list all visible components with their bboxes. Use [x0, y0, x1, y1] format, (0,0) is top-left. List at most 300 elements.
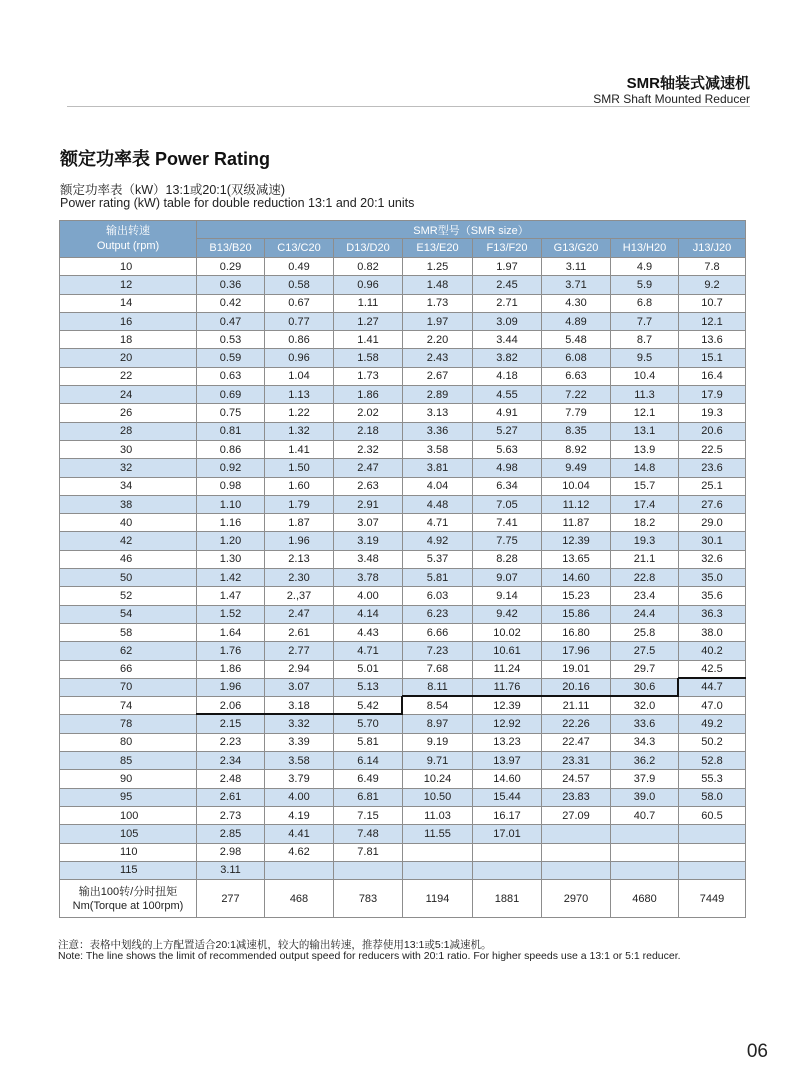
power-rating-cell: 2.23	[197, 733, 265, 751]
size-column-header: G13/G20	[542, 239, 611, 258]
power-rating-cell: 11.55	[403, 825, 473, 843]
power-rating-cell: 3.19	[334, 532, 403, 550]
power-rating-cell: 5.13	[334, 678, 403, 696]
power-rating-cell	[542, 861, 611, 879]
power-rating-cell: 21.11	[542, 697, 611, 715]
power-rating-cell	[265, 861, 334, 879]
power-rating-cell: 35.6	[679, 587, 746, 605]
power-rating-cell: 0.92	[197, 459, 265, 477]
power-rating-cell: 3.58	[403, 440, 473, 458]
table-row	[60, 642, 746, 660]
power-rating-cell: 5.27	[473, 422, 542, 440]
power-rating-cell: 15.23	[542, 587, 611, 605]
torque-value-cell: 1881	[473, 880, 542, 918]
power-rating-cell: 16.80	[542, 623, 611, 641]
power-rating-cell: 2.94	[265, 660, 334, 678]
power-rating-cell: 3.82	[473, 349, 542, 367]
output-rpm-cell: 110	[60, 843, 197, 861]
power-rating-cell: 10.02	[473, 623, 542, 641]
power-rating-cell: 2.71	[473, 294, 542, 312]
table-row	[60, 569, 746, 587]
power-rating-cell: 1.32	[265, 422, 334, 440]
power-rating-cell: 15.1	[679, 349, 746, 367]
output-rpm-header	[60, 221, 197, 258]
power-rating-cell: 1.16	[197, 514, 265, 532]
power-rating-cell: 2.47	[334, 459, 403, 477]
power-rating-cell: 7.23	[403, 642, 473, 660]
power-rating-cell: 9.5	[611, 349, 679, 367]
power-rating-cell: 22.26	[542, 715, 611, 733]
power-rating-cell: 32.0	[611, 697, 679, 715]
power-rating-cell: 6.08	[542, 349, 611, 367]
output-rpm-cell: 95	[60, 788, 197, 806]
power-rating-cell: 7.22	[542, 386, 611, 404]
power-rating-cell	[403, 861, 473, 879]
power-rating-cell: 1.41	[265, 440, 334, 458]
power-rating-cell: 33.6	[611, 715, 679, 733]
power-rating-cell: 5.48	[542, 331, 611, 349]
note-en: Note: The line shows the limit of recommended output speed for reducers with 20:1 ratio. For higher speeds use a 13:1 or 5:1 reducer.	[58, 950, 681, 962]
output-rpm-cell: 46	[60, 550, 197, 568]
table-row	[60, 752, 746, 770]
power-rating-cell: 20.6	[679, 422, 746, 440]
power-rating-cell: 15.86	[542, 605, 611, 623]
power-rating-cell: 4.41	[265, 825, 334, 843]
power-rating-cell: 35.0	[679, 569, 746, 587]
power-rating-cell: 13.65	[542, 550, 611, 568]
power-rating-cell: 9.71	[403, 752, 473, 770]
power-rating-cell: 10.7	[679, 294, 746, 312]
section-subtitle-cn: 额定功率表（kW）13:1或20:1(双级减速)	[60, 183, 286, 197]
power-rating-cell: 14.60	[473, 770, 542, 788]
power-rating-cell: 0.42	[197, 294, 265, 312]
power-rating-cell	[473, 843, 542, 861]
power-rating-cell: 5.37	[403, 550, 473, 568]
power-rating-cell: 27.09	[542, 806, 611, 824]
power-rating-cell: 2.85	[197, 825, 265, 843]
power-rating-cell: 7.81	[334, 843, 403, 861]
power-rating-cell: 0.67	[265, 294, 334, 312]
power-rating-cell: 4.00	[265, 788, 334, 806]
power-rating-cell: 29.7	[611, 660, 679, 678]
power-rating-cell: 3.79	[265, 770, 334, 788]
power-rating-cell: 29.0	[679, 514, 746, 532]
power-rating-cell: 30.6	[611, 678, 679, 696]
power-rating-cell: 13.97	[473, 752, 542, 770]
size-column-header: H13/H20	[611, 239, 679, 258]
power-rating-cell: 17.96	[542, 642, 611, 660]
table-row	[60, 349, 746, 367]
output-rpm-cell: 54	[60, 605, 197, 623]
power-rating-cell: 1.50	[265, 459, 334, 477]
output-rpm-cell: 34	[60, 477, 197, 495]
power-rating-cell: 3.18	[265, 697, 334, 715]
output-rpm-cell: 30	[60, 440, 197, 458]
power-rating-cell: 4.98	[473, 459, 542, 477]
power-rating-cell: 23.83	[542, 788, 611, 806]
power-rating-cell: 1.97	[473, 258, 542, 276]
power-rating-cell: 23.31	[542, 752, 611, 770]
power-rating-cell: 7.75	[473, 532, 542, 550]
power-rating-cell	[403, 843, 473, 861]
power-rating-cell: 4.71	[334, 642, 403, 660]
power-rating-cell: 5.9	[611, 276, 679, 294]
output-rpm-cell: 18	[60, 331, 197, 349]
torque-value-cell: 277	[197, 880, 265, 918]
power-rating-cell: 0.98	[197, 477, 265, 495]
power-rating-cell: 6.14	[334, 752, 403, 770]
power-rating-cell	[542, 843, 611, 861]
power-rating-cell: 2.02	[334, 404, 403, 422]
power-rating-cell: 4.91	[473, 404, 542, 422]
power-rating-cell: 20.16	[542, 678, 611, 696]
torque-value-cell: 4680	[611, 880, 679, 918]
power-rating-cell	[679, 843, 746, 861]
power-rating-cell: 7.48	[334, 825, 403, 843]
output-rpm-cell: 20	[60, 349, 197, 367]
output-rpm-cell: 115	[60, 861, 197, 879]
power-rating-cell: 5.81	[334, 733, 403, 751]
power-rating-cell: 12.1	[679, 312, 746, 330]
torque-value-cell: 783	[334, 880, 403, 918]
power-rating-cell: 25.8	[611, 623, 679, 641]
power-rating-cell: 4.62	[265, 843, 334, 861]
power-rating-cell: 3.09	[473, 312, 542, 330]
power-rating-table	[59, 220, 746, 918]
power-rating-cell: 23.6	[679, 459, 746, 477]
power-rating-cell: 4.18	[473, 367, 542, 385]
power-rating-cell: 3.36	[403, 422, 473, 440]
power-rating-cell: 0.58	[265, 276, 334, 294]
power-rating-cell: 10.61	[473, 642, 542, 660]
power-rating-cell: 5.01	[334, 660, 403, 678]
power-rating-cell: 2.30	[265, 569, 334, 587]
power-rating-cell: 3.39	[265, 733, 334, 751]
power-rating-cell: 4.9	[611, 258, 679, 276]
output-rpm-cell: 32	[60, 459, 197, 477]
header-title-en: SMR Shaft Mounted Reducer	[593, 92, 750, 106]
power-rating-cell: 8.92	[542, 440, 611, 458]
section-subtitle-en: Power rating (kW) table for double reduction 13:1 and 20:1 units	[60, 196, 415, 210]
power-rating-cell: 6.03	[403, 587, 473, 605]
power-rating-cell: 50.2	[679, 733, 746, 751]
power-rating-cell: 1.13	[265, 386, 334, 404]
power-rating-cell: 11.03	[403, 806, 473, 824]
power-rating-cell: 4.89	[542, 312, 611, 330]
table-row	[60, 678, 746, 696]
size-column-header: J13/J20	[679, 239, 746, 258]
size-column-header: C13/C20	[265, 239, 334, 258]
power-rating-cell: 3.48	[334, 550, 403, 568]
power-rating-cell: 4.55	[473, 386, 542, 404]
torque-value-cell: 1194	[403, 880, 473, 918]
power-rating-cell: 2.13	[265, 550, 334, 568]
power-rating-cell: 2.,37	[265, 587, 334, 605]
power-rating-cell: 7.7	[611, 312, 679, 330]
power-rating-cell: 11.3	[611, 386, 679, 404]
power-rating-cell: 4.92	[403, 532, 473, 550]
power-rating-cell: 40.7	[611, 806, 679, 824]
power-rating-cell: 0.69	[197, 386, 265, 404]
power-rating-cell: 2.45	[473, 276, 542, 294]
power-rating-cell: 2.06	[197, 697, 265, 715]
power-rating-cell: 22.8	[611, 569, 679, 587]
table-row	[60, 861, 746, 879]
power-rating-cell: 2.89	[403, 386, 473, 404]
power-rating-cell: 0.96	[265, 349, 334, 367]
table-row	[60, 770, 746, 788]
power-rating-cell	[334, 861, 403, 879]
power-rating-cell: 9.07	[473, 569, 542, 587]
power-rating-cell: 1.04	[265, 367, 334, 385]
power-rating-cell: 7.05	[473, 495, 542, 513]
power-rating-cell: 0.81	[197, 422, 265, 440]
power-rating-cell: 17.4	[611, 495, 679, 513]
power-rating-cell: 34.3	[611, 733, 679, 751]
power-rating-cell: 1.58	[334, 349, 403, 367]
power-rating-cell: 0.86	[197, 440, 265, 458]
power-rating-cell: 1.48	[403, 276, 473, 294]
power-rating-cell: 9.2	[679, 276, 746, 294]
output-rpm-cell: 100	[60, 806, 197, 824]
power-rating-cell: 6.34	[473, 477, 542, 495]
table-row	[60, 733, 746, 751]
power-rating-cell: 2.91	[334, 495, 403, 513]
table-row	[60, 605, 746, 623]
power-rating-cell: 4.00	[334, 587, 403, 605]
power-rating-cell	[679, 861, 746, 879]
power-rating-cell: 22.5	[679, 440, 746, 458]
power-rating-cell: 1.87	[265, 514, 334, 532]
power-rating-cell: 2.32	[334, 440, 403, 458]
header-divider	[67, 106, 750, 107]
power-rating-cell: 27.6	[679, 495, 746, 513]
header-title-cn: SMR轴装式减速机	[626, 75, 750, 92]
power-rating-cell	[611, 825, 679, 843]
power-rating-cell: 18.2	[611, 514, 679, 532]
power-rating-cell: 13.9	[611, 440, 679, 458]
power-rating-cell: 2.47	[265, 605, 334, 623]
power-rating-cell: 0.59	[197, 349, 265, 367]
power-rating-cell: 2.77	[265, 642, 334, 660]
power-rating-cell	[679, 825, 746, 843]
power-rating-cell: 1.25	[403, 258, 473, 276]
power-rating-cell: 1.11	[334, 294, 403, 312]
power-rating-cell: 8.28	[473, 550, 542, 568]
power-rating-cell: 3.81	[403, 459, 473, 477]
power-rating-cell: 2.18	[334, 422, 403, 440]
power-rating-cell: 17.9	[679, 386, 746, 404]
power-rating-cell: 13.23	[473, 733, 542, 751]
output-rpm-header-cn: 输出转速	[106, 225, 150, 237]
power-rating-cell: 1.79	[265, 495, 334, 513]
table-row	[60, 294, 746, 312]
power-rating-cell	[611, 843, 679, 861]
power-rating-cell: 8.54	[403, 697, 473, 715]
power-rating-cell: 44.7	[679, 678, 746, 696]
power-rating-cell: 1.60	[265, 477, 334, 495]
power-rating-cell: 7.8	[679, 258, 746, 276]
power-rating-cell: 5.42	[334, 697, 403, 715]
table-row	[60, 788, 746, 806]
power-rating-cell: 3.11	[197, 861, 265, 879]
power-rating-cell: 0.63	[197, 367, 265, 385]
power-rating-cell: 5.70	[334, 715, 403, 733]
power-rating-cell: 3.32	[265, 715, 334, 733]
power-rating-cell: 1.30	[197, 550, 265, 568]
power-rating-cell: 7.79	[542, 404, 611, 422]
torque-label-en: Nm(Torque at 100rpm)	[72, 899, 184, 912]
table-row	[60, 312, 746, 330]
power-rating-cell: 0.77	[265, 312, 334, 330]
power-rating-cell: 6.63	[542, 367, 611, 385]
power-rating-cell: 1.42	[197, 569, 265, 587]
power-rating-cell: 9.49	[542, 459, 611, 477]
output-rpm-cell: 26	[60, 404, 197, 422]
size-column-header: E13/E20	[403, 239, 473, 258]
power-rating-cell: 36.3	[679, 605, 746, 623]
output-rpm-cell: 12	[60, 276, 197, 294]
power-rating-cell: 10.50	[403, 788, 473, 806]
note-cn: 注意：表格中划线的上方配置适合20:1减速机，较大的输出转速，推荐使用13:1或5:1减速机。	[58, 939, 492, 951]
output-rpm-cell: 66	[60, 660, 197, 678]
power-rating-cell: 2.15	[197, 715, 265, 733]
power-rating-cell: 11.76	[473, 678, 542, 696]
output-rpm-cell: 42	[60, 532, 197, 550]
power-rating-cell: 12.92	[473, 715, 542, 733]
power-rating-cell: 9.19	[403, 733, 473, 751]
power-rating-cell: 11.24	[473, 660, 542, 678]
power-rating-cell: 2.61	[265, 623, 334, 641]
power-rating-cell: 4.14	[334, 605, 403, 623]
output-rpm-cell: 78	[60, 715, 197, 733]
power-rating-cell: 5.63	[473, 440, 542, 458]
power-rating-cell: 2.98	[197, 843, 265, 861]
power-rating-cell: 49.2	[679, 715, 746, 733]
power-rating-cell	[473, 861, 542, 879]
power-rating-cell	[542, 825, 611, 843]
power-rating-cell: 2.48	[197, 770, 265, 788]
output-rpm-cell: 90	[60, 770, 197, 788]
power-rating-cell: 14.60	[542, 569, 611, 587]
power-rating-cell: 12.1	[611, 404, 679, 422]
table-row	[60, 477, 746, 495]
power-rating-cell: 6.49	[334, 770, 403, 788]
power-rating-cell: 6.8	[611, 294, 679, 312]
power-rating-cell: 42.5	[679, 660, 746, 678]
power-rating-cell: 6.66	[403, 623, 473, 641]
power-rating-cell: 12.39	[473, 697, 542, 715]
table-row	[60, 514, 746, 532]
power-rating-cell: 0.49	[265, 258, 334, 276]
table-row	[60, 258, 746, 276]
output-rpm-cell: 40	[60, 514, 197, 532]
power-rating-cell: 7.15	[334, 806, 403, 824]
table-row	[60, 276, 746, 294]
power-rating-cell: 11.12	[542, 495, 611, 513]
power-rating-cell: 1.73	[334, 367, 403, 385]
power-rating-cell: 8.11	[403, 678, 473, 696]
power-rating-cell: 40.2	[679, 642, 746, 660]
power-rating-cell: 2.20	[403, 331, 473, 349]
power-rating-cell: 19.3	[679, 404, 746, 422]
torque-value-cell: 2970	[542, 880, 611, 918]
power-rating-cell: 1.10	[197, 495, 265, 513]
output-rpm-cell: 52	[60, 587, 197, 605]
power-rating-cell: 12.39	[542, 532, 611, 550]
power-rating-cell: 2.43	[403, 349, 473, 367]
output-rpm-cell: 50	[60, 569, 197, 587]
power-rating-cell: 2.67	[403, 367, 473, 385]
power-rating-cell: 8.35	[542, 422, 611, 440]
power-rating-cell: 19.01	[542, 660, 611, 678]
table-row	[60, 495, 746, 513]
power-rating-cell: 1.47	[197, 587, 265, 605]
power-rating-cell: 3.07	[334, 514, 403, 532]
table-row	[60, 660, 746, 678]
power-rating-cell: 21.1	[611, 550, 679, 568]
power-rating-cell: 58.0	[679, 788, 746, 806]
power-rating-cell: 15.44	[473, 788, 542, 806]
power-rating-cell: 5.81	[403, 569, 473, 587]
power-rating-cell: 22.47	[542, 733, 611, 751]
power-rating-cell: 6.23	[403, 605, 473, 623]
table-row	[60, 532, 746, 550]
power-rating-cell: 30.1	[679, 532, 746, 550]
power-rating-cell: 13.1	[611, 422, 679, 440]
power-rating-cell: 4.04	[403, 477, 473, 495]
power-rating-cell: 55.3	[679, 770, 746, 788]
power-rating-cell: 8.7	[611, 331, 679, 349]
power-rating-cell: 1.20	[197, 532, 265, 550]
power-rating-cell: 1.64	[197, 623, 265, 641]
power-rating-cell: 4.71	[403, 514, 473, 532]
table-row	[60, 367, 746, 385]
output-rpm-cell: 58	[60, 623, 197, 641]
power-rating-cell: 2.73	[197, 806, 265, 824]
output-rpm-cell: 24	[60, 386, 197, 404]
power-rating-cell: 0.86	[265, 331, 334, 349]
power-rating-cell: 25.1	[679, 477, 746, 495]
power-rating-cell: 3.58	[265, 752, 334, 770]
size-column-header: D13/D20	[334, 239, 403, 258]
smr-size-group-header: SMR型号（SMR size）	[197, 221, 746, 239]
power-rating-cell: 1.41	[334, 331, 403, 349]
power-rating-cell: 2.63	[334, 477, 403, 495]
power-rating-cell: 16.17	[473, 806, 542, 824]
power-rating-cell: 4.43	[334, 623, 403, 641]
size-column-header: B13/B20	[197, 239, 265, 258]
table-row	[60, 697, 746, 715]
torque-label-cn: 输出100转/分时扭矩	[78, 885, 178, 898]
table-row	[60, 459, 746, 477]
power-rating-cell: 0.82	[334, 258, 403, 276]
power-rating-cell: 4.19	[265, 806, 334, 824]
power-rating-cell	[611, 861, 679, 879]
power-rating-cell: 4.48	[403, 495, 473, 513]
power-rating-cell: 3.78	[334, 569, 403, 587]
power-rating-cell: 10.24	[403, 770, 473, 788]
table-row	[60, 715, 746, 733]
power-rating-cell: 3.44	[473, 331, 542, 349]
output-rpm-cell: 105	[60, 825, 197, 843]
power-rating-cell: 47.0	[679, 697, 746, 715]
table-row	[60, 806, 746, 824]
power-rating-cell: 1.52	[197, 605, 265, 623]
power-rating-cell: 1.73	[403, 294, 473, 312]
power-rating-cell: 37.9	[611, 770, 679, 788]
output-rpm-cell: 74	[60, 697, 197, 715]
